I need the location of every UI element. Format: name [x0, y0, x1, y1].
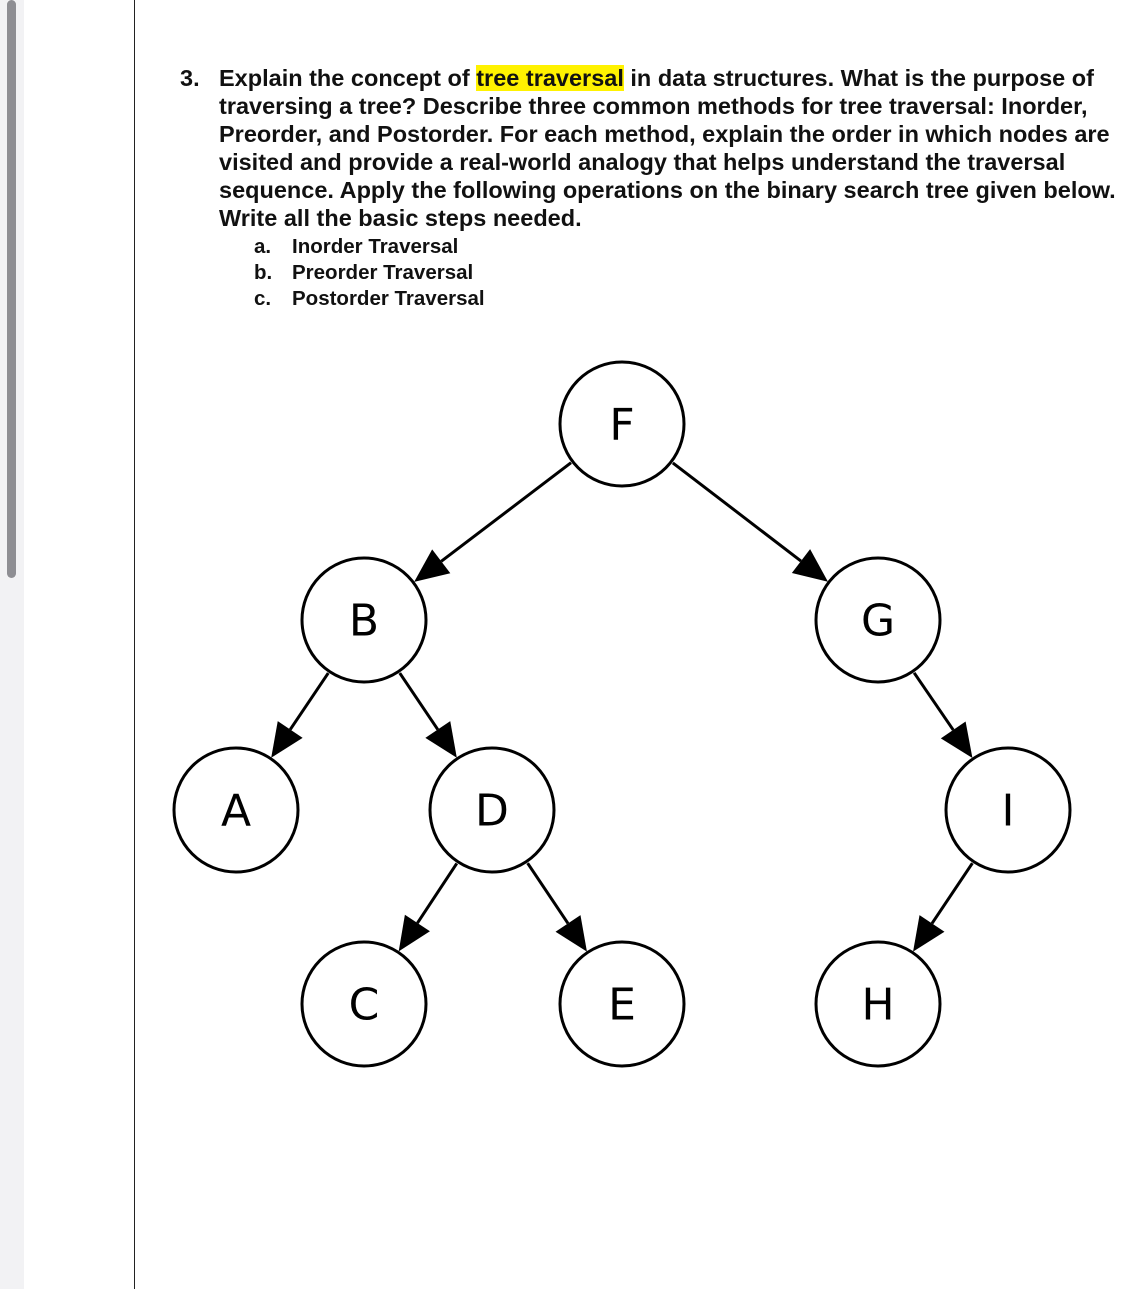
task-label: Inorder Traversal	[292, 235, 459, 258]
tree-nodes	[174, 362, 1070, 1066]
edge-F-G	[673, 463, 828, 582]
tree-node-e	[560, 942, 684, 1066]
tree-edges	[271, 463, 972, 952]
edge-B-D	[400, 673, 457, 758]
tree-node-g	[816, 558, 940, 682]
tree-node-f	[560, 362, 684, 486]
node-label: I	[1001, 785, 1015, 837]
tree-node-i	[946, 748, 1070, 872]
task-label: Postorder Traversal	[292, 287, 485, 310]
question-text-start: Explain the concept of	[219, 65, 477, 91]
task-letter: a.	[254, 235, 272, 258]
task-letter: b.	[254, 261, 273, 284]
edge-line	[528, 863, 568, 923]
node-label: C	[348, 979, 380, 1031]
tree-node-h	[816, 942, 940, 1066]
arrowhead-icon	[941, 721, 973, 758]
edge-line	[290, 673, 328, 729]
node-label: D	[475, 785, 509, 837]
edge-line	[914, 673, 953, 730]
node-label: F	[609, 399, 635, 451]
edge-I-H	[913, 863, 972, 951]
node-label: H	[861, 979, 895, 1031]
edge-D-E	[528, 863, 587, 951]
arrowhead-icon	[792, 549, 828, 582]
question-number: 3.	[180, 65, 200, 91]
edge-line	[932, 863, 972, 923]
edge-line	[417, 863, 456, 923]
edge-line	[400, 673, 438, 729]
node-label: E	[608, 979, 636, 1031]
tree-node-d	[430, 748, 554, 872]
edge-B-A	[271, 673, 328, 758]
arrowhead-icon	[556, 915, 587, 952]
question-text-rest: in data structures. What is the purpose of traversing a tree? Describe three common methods for tree traversal: Inorder, Preorder, and Postorder. For each method, explain the order in which nodes are visited and provide a real-world analogy that helps understand the traversal sequence. Apply the following operations on the binary search tree given below. Write all the basic steps needed.	[219, 65, 1116, 231]
arrowhead-icon	[271, 721, 302, 758]
node-label: G	[860, 595, 896, 647]
edge-line	[673, 463, 801, 561]
tree-node-a	[174, 748, 298, 872]
tree-node-b	[302, 558, 426, 682]
arrowhead-icon	[414, 549, 450, 582]
node-label: B	[348, 595, 380, 647]
arrowhead-icon	[425, 721, 456, 758]
task-label: Preorder Traversal	[292, 261, 474, 284]
arrowhead-icon	[913, 915, 944, 952]
arrowhead-icon	[399, 915, 430, 952]
edge-D-C	[399, 863, 457, 951]
tree-node-c	[302, 942, 426, 1066]
edge-F-B	[414, 463, 571, 582]
edge-G-I	[914, 673, 972, 758]
edge-line	[441, 463, 571, 562]
node-label: A	[220, 785, 252, 837]
highlighted-phrase: tree traversal	[476, 65, 624, 91]
task-letter: c.	[254, 287, 272, 310]
